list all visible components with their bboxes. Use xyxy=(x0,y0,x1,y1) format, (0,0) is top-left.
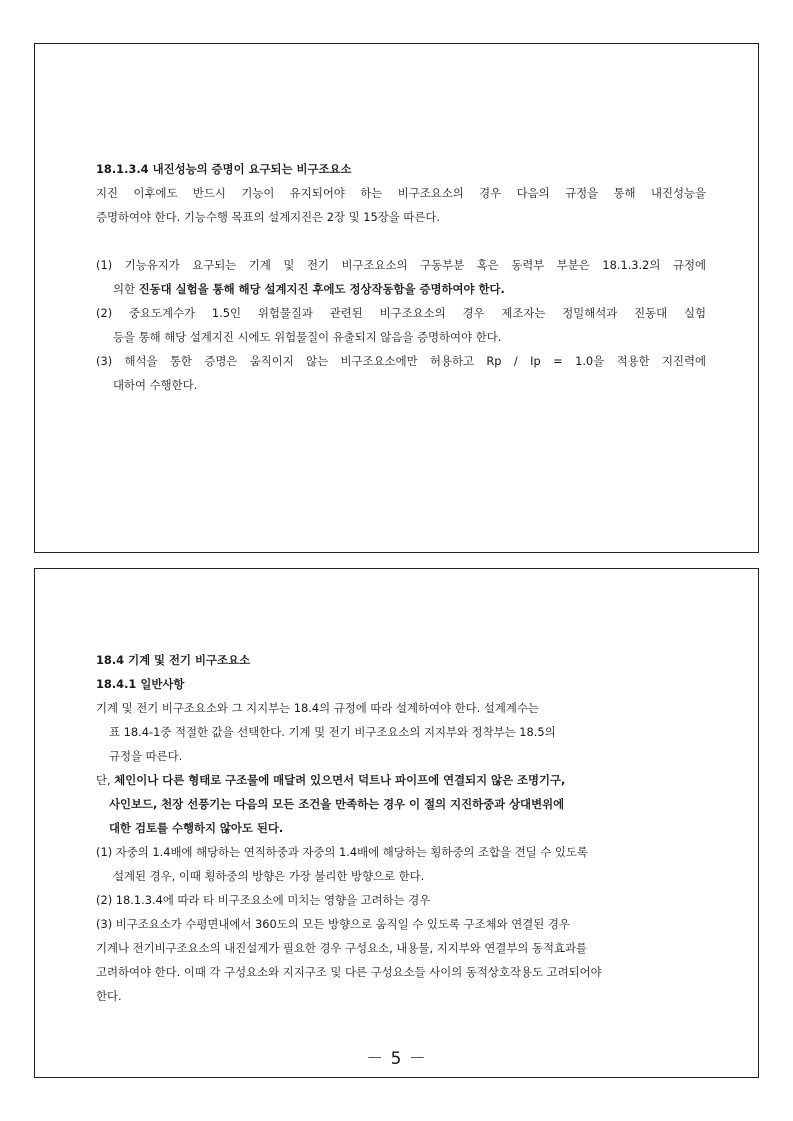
paragraph-line: 기계나 전기비구조요소의 내진설계가 필요한 경우 구성요소, 내용물, 지지부와 연결부의 동적효과를 xyxy=(96,941,587,955)
paragraph-line: 고려하여야 한다. 이때 각 구성요소와 지지구조 및 다른 구성요소들 사이의 동적상호작용도 고려되어야 xyxy=(96,965,602,979)
condition-2-line: (2) 18.1.3.4에 따라 타 비구조요소에 미치는 영향을 고려하는 경우 xyxy=(96,893,431,907)
list-item-1-line xyxy=(96,277,706,301)
paragraph-line: 규정을 따른다. xyxy=(109,749,183,763)
spacer xyxy=(96,229,706,253)
paragraph-line: 기계 및 전기 비구조요소와 그 지지부는 18.4의 규정에 따라 설계하여야 한다. 설계계수는 xyxy=(96,701,539,715)
list-item-2-line: 등을 통해 해당 설계지진 시에도 위험물질이 유출되지 않음을 증명하여야 한다. xyxy=(113,330,502,344)
condition-3-line: (3) 비구조요소가 수평면내에서 360도의 모든 방향으로 움직일 수 있도록 구조체와 연결된 경우 xyxy=(96,917,570,931)
exception-line: 사인보드, 천장 선풍기는 다음의 모든 조건을 만족하는 경우 이 절의 지진하중과 상대변위에 xyxy=(109,797,565,811)
section-18-1-3-4 xyxy=(96,157,706,397)
condition-1-line: 설계된 경우, 이때 횡하중의 방향은 가장 불리한 방향으로 한다. xyxy=(113,869,425,883)
exception-line: 대한 검토를 수행하지 않아도 된다. xyxy=(109,821,284,835)
emphasis-text: 체인이나 다른 형태로 구조물에 매달려 있으면서 덕트나 파이프에 연결되지 않은 조명기구, xyxy=(114,773,566,787)
paragraph-line: 증명하여야 한다. 기능수행 목표의 설계지진은 2장 및 15장을 따른다. xyxy=(96,210,441,224)
subsection-heading: 18.4.1 일반사항 xyxy=(96,677,185,691)
paragraph-line: 지진 이후에도 반드시 기능이 유지되어야 하는 비구조요소의 경우 다음의 규정을 통해 내진성능을 xyxy=(96,186,706,200)
paragraph-line: 한다. xyxy=(96,989,122,1003)
page-number: － 5 － xyxy=(366,1049,427,1069)
exception-line xyxy=(96,768,706,792)
page-panel-top xyxy=(34,43,759,553)
list-item-text: 의한 xyxy=(113,282,139,296)
section-heading: 18.4 기계 및 전기 비구조요소 xyxy=(96,653,251,667)
condition-1-line: (1) 자중의 1.4배에 해당하는 연직하중과 자중의 1.4배에 해당하는 횡하중의 조합을 견딜 수 있도록 xyxy=(96,845,588,859)
section-18-4 xyxy=(96,648,706,1008)
list-item-3-line: (3) 해석을 통한 증명은 움직이지 않는 비구조요소에만 허용하고 Rp / Ip = 1.0을 적용한 지진력에 xyxy=(96,354,706,368)
section-heading: 18.1.3.4 내진성능의 증명이 요구되는 비구조요소 xyxy=(96,162,352,176)
page-panel-bottom xyxy=(34,568,759,1078)
exception-prefix: 단, xyxy=(96,773,115,787)
emphasis-text: 진동대 실험을 통해 해당 설계지진 후에도 정상작동함을 증명하여야 한다. xyxy=(138,282,505,296)
list-item-2-line: (2) 중요도계수가 1.5인 위험물질과 관련된 비구조요소의 경우 제조자는 정밀해석과 진동대 실험 xyxy=(96,306,706,320)
paragraph-line: 표 18.4-1중 적절한 값을 선택한다. 기계 및 전기 비구조요소의 지지부와 정착부는 18.5의 xyxy=(109,725,556,739)
list-item-3-line: 대하여 수행한다. xyxy=(113,378,198,392)
list-item-1-line: (1) 기능유지가 요구되는 기계 및 전기 비구조요소의 구동부분 혹은 동력부 부분은 18.1.3.2의 규정에 xyxy=(96,258,706,272)
